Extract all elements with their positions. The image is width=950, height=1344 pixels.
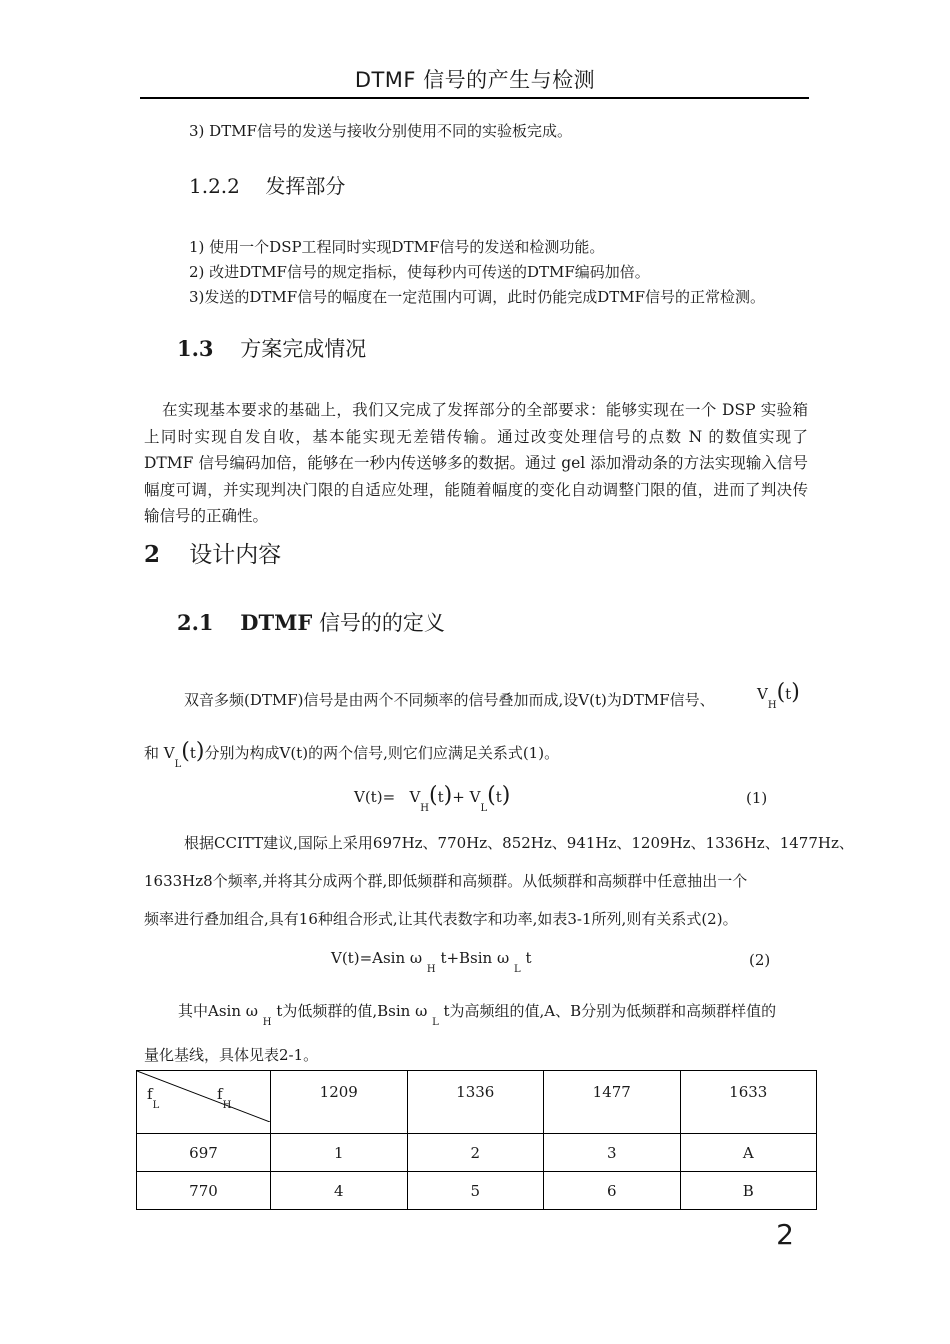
heading-number: 1.2.2 <box>189 174 240 198</box>
heading-2 <box>144 536 281 569</box>
frequency-paragraph-line: 频率进行叠加组合,具有16种组合形式,让其代表数字和功率,如表3-1所列,则有关系式(2)。 <box>144 910 738 928</box>
table-cell: 4 <box>271 1172 408 1210</box>
frequency-paragraph-line: 根据CCITT建议,国际上采用697Hz、770Hz、852Hz、941Hz、1209Hz、1336Hz、1477Hz、 <box>184 834 854 852</box>
definition-line-1: 双音多频(DTMF)信号是由两个不同频率的信号叠加而成,设V(t)为DTMF信号、 <box>184 691 715 709</box>
vl-symbol: $V_L(t)$ <box>163 739 205 770</box>
heading-title: 方案完成情况 <box>240 337 367 361</box>
heading-number: 2 <box>144 541 161 568</box>
formula-2-number: (2) <box>749 951 771 969</box>
table-cell: 3 <box>544 1134 681 1172</box>
heading-2-1 <box>177 607 445 637</box>
table-cell: A <box>680 1134 817 1172</box>
list-item: 2) 改进DTMF信号的规定指标，使每秒内可传送的DTMF编码加倍。 <box>189 263 650 281</box>
amplitude-paragraph-line: 量化基线，具体见表2-1。 <box>144 1046 319 1064</box>
list-item: 1) 使用一个DSP工程同时实现DTMF信号的发送和检测功能。 <box>189 238 605 256</box>
dtmf-frequency-table <box>136 1070 817 1210</box>
requirement-item: 3) DTMF信号的发送与接收分别使用不同的实验板完成。 <box>189 122 572 140</box>
page-number: 2 <box>776 1218 794 1251</box>
heading-title: 发挥部分 <box>265 174 346 198</box>
table-row <box>137 1172 817 1210</box>
heading-1-3 <box>177 333 366 363</box>
row-label: 697 <box>137 1134 271 1172</box>
table-cell: 6 <box>544 1172 681 1210</box>
vh-symbol: $V_H(t)$ <box>757 680 800 711</box>
table-corner-cell <box>137 1071 271 1134</box>
amplitude-paragraph-line: 其中Asin ω $_H$ t为低频群的值,Bsin ω $_L$ t为高频组的值,A、B分别为低频群和高频群样值的 <box>178 1002 777 1028</box>
table-cell: 2 <box>407 1134 544 1172</box>
list-item: 3)发送的DTMF信号的幅度在一定范围内可调，此时仍能完成DTMF信号的正常检测。 <box>189 288 765 306</box>
heading-number: 1.3 <box>177 336 214 361</box>
column-header: 1477 <box>544 1071 681 1134</box>
table-cell: 1 <box>271 1134 408 1172</box>
running-header-title: DTMF 信号的产生与检测 <box>354 68 596 92</box>
table-row <box>137 1134 817 1172</box>
row-label: 770 <box>137 1172 271 1210</box>
heading-title-rest: 信号的的定义 <box>318 611 445 635</box>
plan-completion-paragraph: 在实现基本要求的基础上，我们又完成了发挥部分的全部要求：能够实现在一个 DSP 实验箱上同时实现自发自收，基本能实现无差错传输。通过改变处理信号的点数 N 的数值实现了 DTMF 信号编码加倍，能够在一秒内传送够多的数据。通过 gel 添加滑动条的方法实现输入信号幅度可调，并实现判决门限的自适应处理，能随着幅度的变化自动调整门限的值，进而了判决传输信号的正确性。 <box>144 401 808 525</box>
heading-title-bold: DTMF <box>240 610 313 635</box>
formula-1-number: (1) <box>746 789 768 807</box>
table-header-row <box>137 1071 817 1134</box>
heading-1-2-2 <box>189 170 345 199</box>
table-cell: 5 <box>407 1172 544 1210</box>
column-header: 1336 <box>407 1071 544 1134</box>
table-cell: B <box>680 1172 817 1210</box>
formula-2: V(t)=Asin ω $_H$ t+Bsin ω $_L$ t <box>331 949 532 975</box>
fh-label: $f_H$ <box>217 1085 232 1111</box>
frequency-paragraph-line: 1633Hz8个频率,并将其分成两个群,即低频群和高频群。从低频群和高频群中任意抽出一个 <box>144 872 748 890</box>
header-rule <box>140 97 809 99</box>
heading-number: 2.1 <box>177 610 214 635</box>
heading-title: 设计内容 <box>189 542 282 568</box>
column-header: 1633 <box>680 1071 817 1134</box>
column-header: 1209 <box>271 1071 408 1134</box>
fl-label: $f_L$ <box>147 1085 160 1111</box>
formula-1: V(t)= $V_H(t)+ V_L(t)$ <box>354 783 511 814</box>
definition-line-2: 和 $V_L(t)$分别为构成V(t)的两个信号,则它们应满足关系式(1)。 <box>144 739 560 770</box>
